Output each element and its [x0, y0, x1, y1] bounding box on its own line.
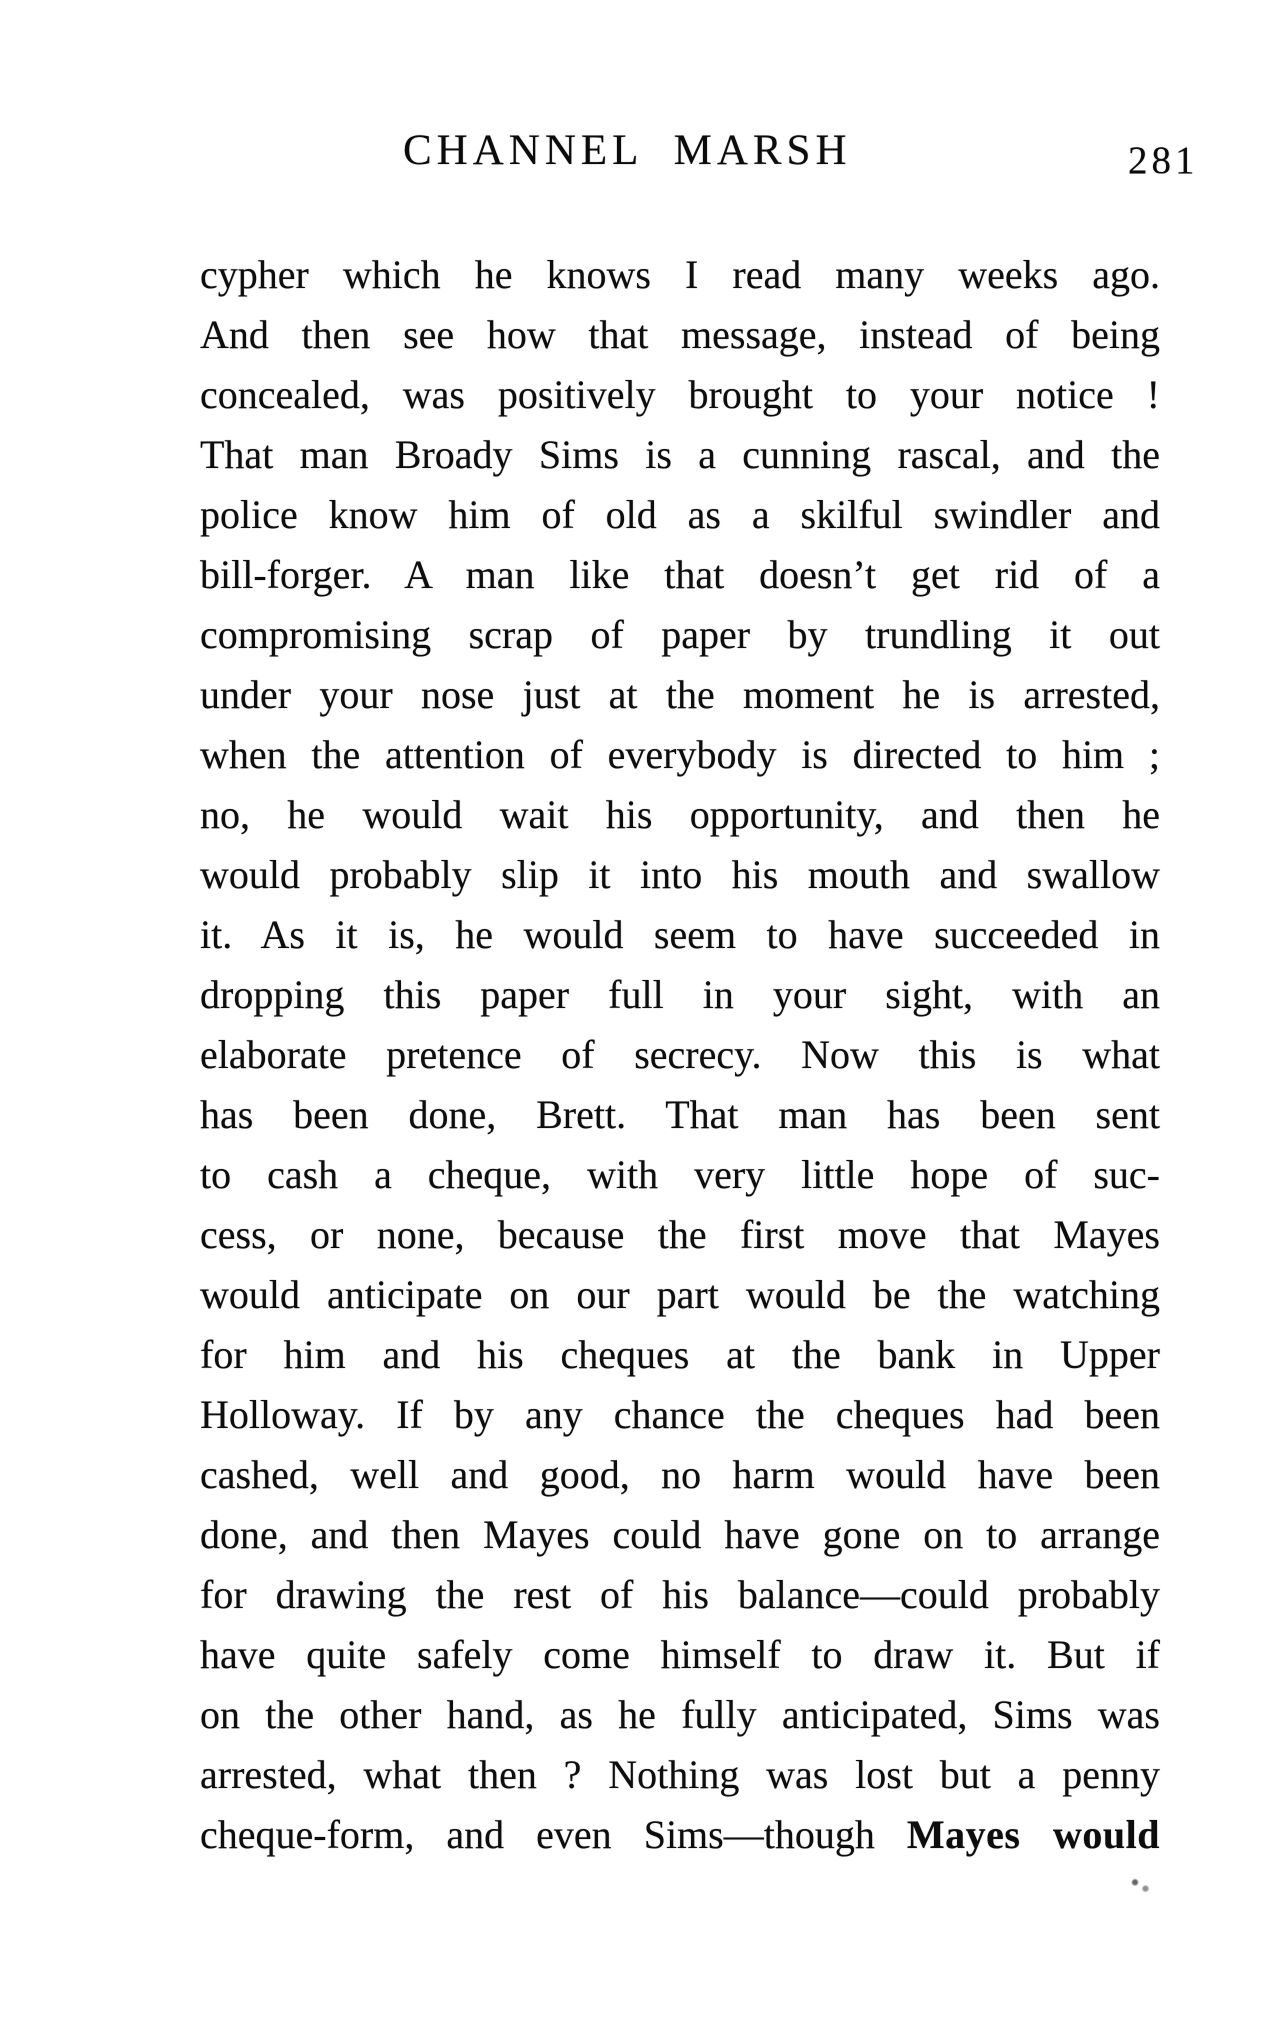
- text-line: arrested, what then ? Nothing was lost but a penny: [200, 1752, 1160, 1797]
- text-line: done, and then Mayes could have gone on to arrange: [200, 1512, 1160, 1557]
- text-line: That man Broady Sims is a cunning rascal, and the: [200, 432, 1160, 477]
- text-line: elaborate pretence of secrecy. Now this is what: [200, 1032, 1160, 1077]
- text-line: cess, or none, because the first move that Mayes: [200, 1212, 1160, 1257]
- text-line: have quite safely come himself to draw it. But if: [200, 1632, 1160, 1677]
- text-line: when the attention of everybody is directed to him ;: [200, 732, 1160, 777]
- text-line: it. As it is, he would seem to have succeeded in: [200, 912, 1160, 957]
- text-line-normal: cheque-form, and even Sims—though: [200, 1812, 907, 1857]
- text-line: And then see how that message, instead of being: [200, 312, 1160, 357]
- text-line: Holloway. If by any chance the cheques had been: [200, 1392, 1160, 1437]
- text-line: police know him of old as a skilful swindler and: [200, 492, 1160, 537]
- text-line: bill-forger. A man like that doesn’t get rid of a: [200, 552, 1160, 597]
- text-line: for him and his cheques at the bank in Upper: [200, 1332, 1160, 1377]
- page-number: 281: [1128, 139, 1199, 182]
- text-line: cypher which he knows I read many weeks ago.: [200, 252, 1160, 297]
- text-line: under your nose just at the moment he is arrested,: [200, 672, 1160, 717]
- text-line: for drawing the rest of his balance—could probably: [200, 1572, 1160, 1617]
- text-line: dropping this paper full in your sight, with an: [200, 972, 1160, 1017]
- text-line: compromising scrap of paper by trundling it out: [200, 612, 1160, 657]
- running-title: CHANNEL MARSH: [403, 127, 852, 174]
- text-line: to cash a cheque, with very little hope of suc-: [200, 1152, 1160, 1197]
- text-line: [200, 1805, 1160, 1865]
- ink-smudge: [1126, 1876, 1156, 1894]
- text-line-bold-tail: Mayes would: [906, 1812, 1160, 1857]
- body-text: [200, 245, 1160, 1865]
- text-line: would anticipate on our part would be the watching: [200, 1272, 1160, 1317]
- text-line: no, he would wait his opportunity, and then he: [200, 792, 1160, 837]
- text-line: would probably slip it into his mouth and swallow: [200, 852, 1160, 897]
- text-line: concealed, was positively brought to your notice !: [200, 372, 1160, 417]
- text-line: cashed, well and good, no harm would have been: [200, 1452, 1160, 1497]
- text-line: on the other hand, as he fully anticipated, Sims was: [200, 1692, 1160, 1737]
- text-line: has been done, Brett. That man has been sent: [200, 1092, 1160, 1137]
